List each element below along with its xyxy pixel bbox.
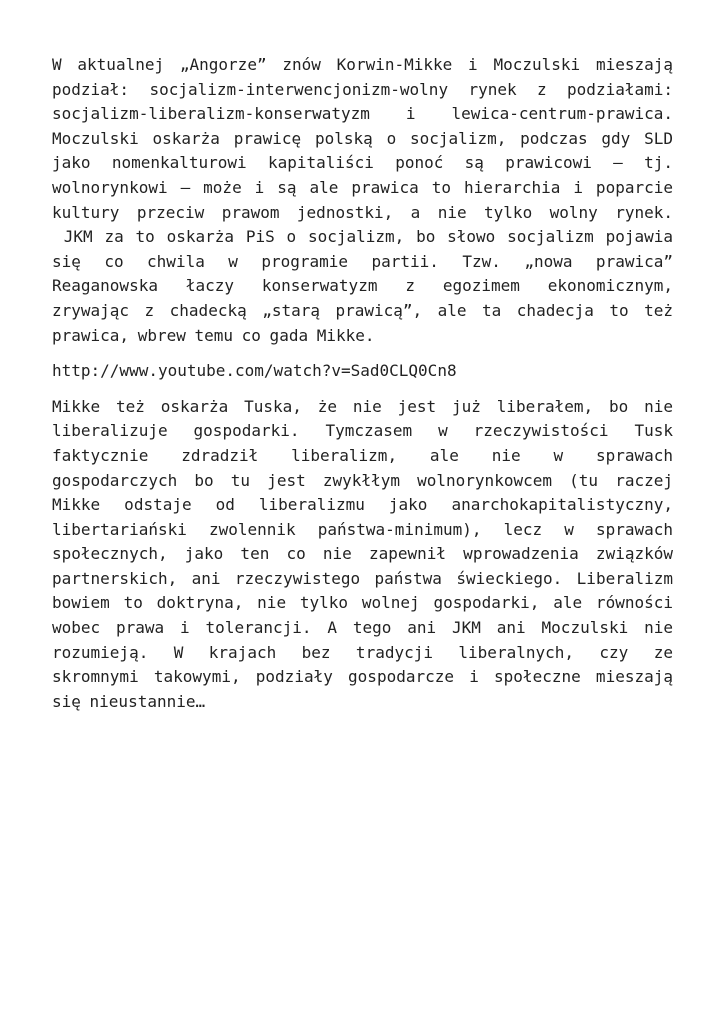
paragraph-tusk <box>52 395 673 715</box>
text-line: libertariański zwolennik państwa-minimum), lecz w sprawach <box>52 519 673 539</box>
text-line: jako nomenkalturowi kapitaliści ponoć są prawicowi – tj. <box>52 153 673 173</box>
text-line: się co chwila w programie partii. Tzw. „nowa prawica” <box>52 251 673 271</box>
text-line: Mikke też oskarża Tuska, że nie jest już liberałem, bo nie <box>52 396 673 416</box>
text-line: skromnymi takowymi, podziały gospodarcze i społeczne mieszają <box>52 667 673 687</box>
text-line: rozumieją. W krajach bez tradycji liberalnych, czy ze <box>52 642 673 662</box>
text-line: wobec prawa i tolerancji. A tego ani JKM ani Moczulski nie <box>52 618 673 638</box>
text-line: społecznych, jako ten co nie zapewnił wprowadzenia związków <box>52 544 673 564</box>
text-line: Mikke odstaje od liberalizmu jako anarchokapitalistyczny, <box>52 495 673 515</box>
text-line: socjalizm-liberalizm-konserwatyzm i lewica-centrum-prawica. <box>52 104 673 124</box>
text-line: gospodarczych bo tu jest zwykłłym wolnorynkowcem (tu raczej <box>52 470 673 490</box>
text-line: partnerskich, ani rzeczywistego państwa świeckiego. Liberalizm <box>52 568 673 588</box>
article-body <box>52 53 673 714</box>
text-line: prawica, wbrew temu co gada Mikke. <box>52 325 375 345</box>
text-line: się nieustannie… <box>52 691 206 711</box>
text-line: JKM za to oskarża PiS o socjalizm, bo słowo socjalizm pojawia <box>52 227 673 247</box>
text-line: zrywając z chadecką „starą prawicą”, ale ta chadecja to też <box>52 300 673 320</box>
paragraph-link <box>52 359 673 384</box>
text-line: wolnorynkowi – może i są ale prawica to hierarchia i poparcie <box>52 177 673 197</box>
text-line: bowiem to doktryna, nie tylko wolnej gospodarki, ale równości <box>52 593 673 613</box>
text-line: liberalizuje gospodarki. Tymczasem w rzeczywistości Tusk <box>52 421 673 441</box>
youtube-link[interactable]: http://www.youtube.com/watch?v=Sad0CLQ0Cn8 <box>52 361 457 381</box>
text-line: Moczulski oskarża prawicę polską o socjalizm, podczas gdy SLD <box>52 128 673 148</box>
text-line: W aktualnej „Angorze” znów Korwin-Mikke i Moczulski mieszają <box>52 55 673 74</box>
text-line: faktycznie zdradził liberalizm, ale nie w sprawach <box>52 445 673 465</box>
text-line: Reaganowska łaczy konserwatyzm z egozimem ekonomicznym, <box>52 276 673 296</box>
text-line: podział: socjalizm-interwencjonizm-wolny rynek z podziałami: <box>52 79 673 99</box>
paragraph-angora <box>52 53 673 348</box>
text-line: kultury przeciw prawom jednostki, a nie tylko wolny rynek. <box>52 202 673 222</box>
